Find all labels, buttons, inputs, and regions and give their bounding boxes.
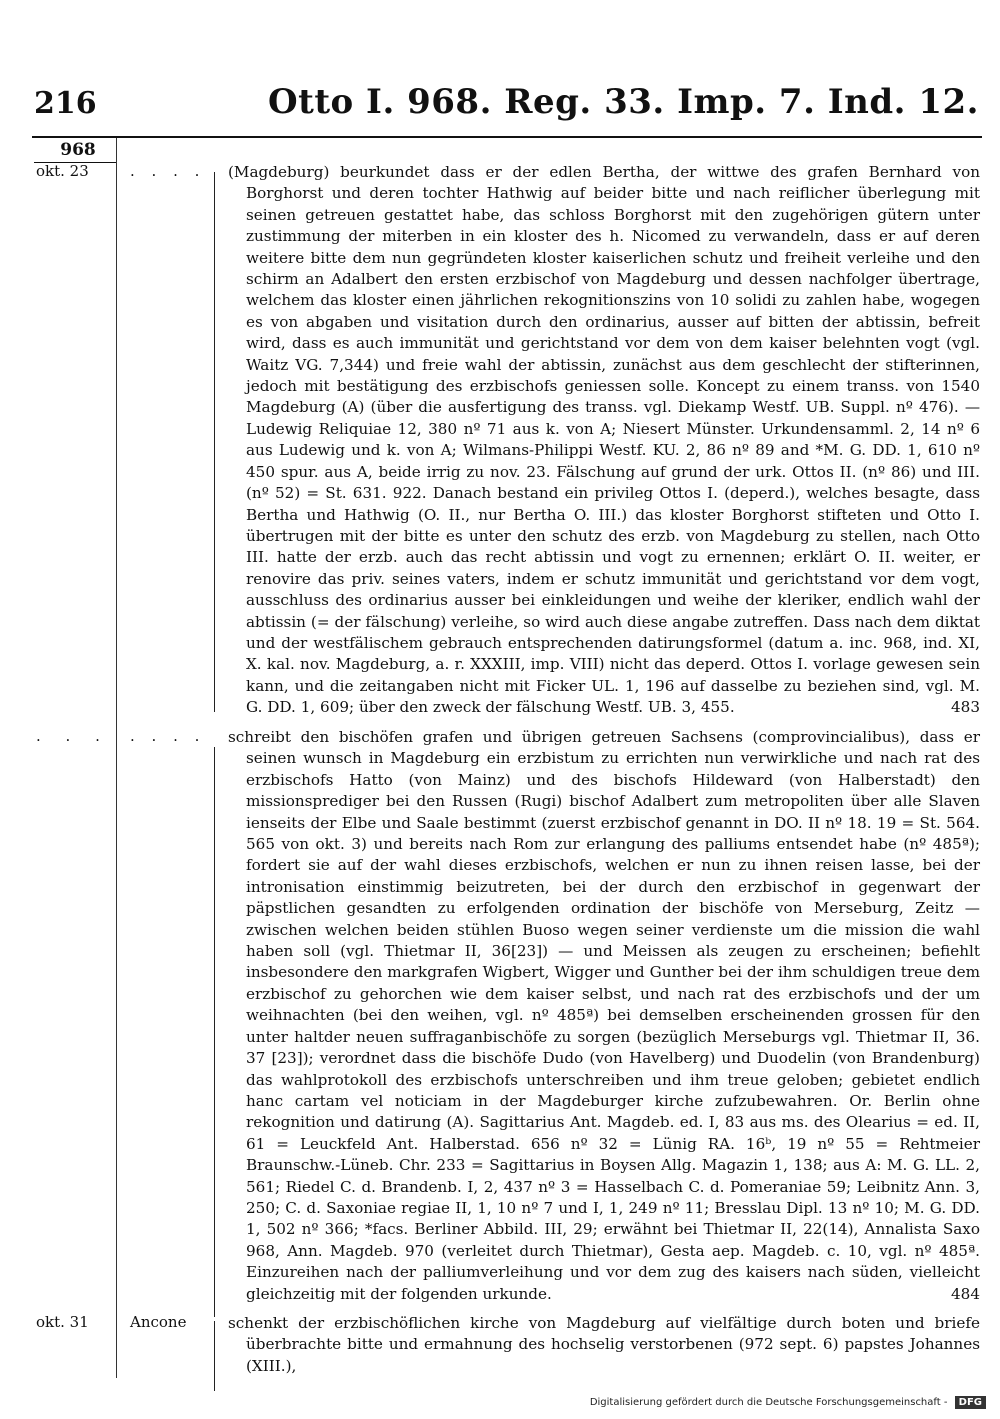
entry-date: okt. 31 bbox=[36, 1313, 89, 1331]
running-title: Otto I. 968. Reg. 33. Imp. 7. Ind. 12. bbox=[268, 82, 979, 122]
entry-text bbox=[228, 1313, 980, 1377]
margin-bar bbox=[214, 747, 215, 1317]
entry-body: (Magdeburg) beurkundet dass er der edlen Bertha, der wittwe des grafen Bernhard von Borghorst und deren tochter Hathwig auf beider bitte und nach reiflicher überlegung mit seinen getreuen gestattet habe, das schloss Borghorst mit den zugehörigen gütern unter zustimmung der miterben in ein kloster des h. Nicomed zu verwandeln, dass er auf deren weitere bitte dem nun gegründeten kloster kaiserlichen schutz und freiheit verleihe und den schirm an Adalbert den ersten erzbischof von Magdeburg und dessen nachfolger übertrage, welchem das kloster einen jährlichen rekognitionszins von 10 solidi zu zahlen habe, wogegen es von abgaben und visitation durch den ordinarius, ausser auf bitten der abtissin, befreit wird, dass es auch immunität und gerichtstand vor dem von dem kaiser belehnten vogt (vgl. Waitz VG. 7,344) und freie wahl der abtissin, zunächst aus dem geschlecht der stifterinnen, jedoch mit bestätigung des erzbischofs geniessen solle. Koncept zu einem transs. von 1540 Magdeburg (A) (über die ausfertigung des transs. vgl. Diekamp Westf. UB. Suppl. nº 476). — Ludewig Reliquiae 12, 380 nº 71 aus k. von A; Niesert Münster. Urkundensamml. 2, 14 nº 6 aus Ludewig und k. von A; Wilmans-Philippi Westf. KU. 2, 86 nº 89 and *M. G. DD. 1, 610 nº 450 spur. aus A, beide irrig zu nov. 23. Fälschung auf grund der urk. Ottos II. (nº 86) und III. (nº 52) = St. 631. 922. Danach bestand ein privileg Ottos I. (deperd.), welches besagte, dass Bertha und Hathwig (O. II., nur Bertha O. III.) das kloster Borghorst stifteten und Otto I. übertrugen mit der bitte es unter den schutz des erzb. von Magdeburg zu stellen, nach Otto III. hatte der erzb. auch das recht abtissin und vogt zu ernennen; erklärt O. II. weiter, er renovire das priv. seines vaters, indem er schutz immunität und gerichtstand vor dem vogt, ausschluss des ordinarius ausser bei einkleidungen und weihe der kleriker, endlich wahl der abtissin (= der fälschung) verleihe, so wird auch diese angabe zutreffen. Dass nach dem diktat und der westfälischem gebrauch entsprechenden datirungsformel (datum a. inc. 968, ind. XI, X. kal. nov. Magdeburg, a. r. XXXIII, imp. VIII) nicht das deperd. Ottos I. vorlage gewesen sein kann, und die zeitangaben nicht mit Ficker UL. 1, 196 auf dasselbe zu beziehen sind, vgl. M. G. DD. 1, 609; über den zweck der fälschung Westf. UB. 3, 455. bbox=[228, 163, 980, 717]
year-label: 968 bbox=[60, 140, 96, 160]
entry-text bbox=[228, 162, 980, 719]
header-rule bbox=[32, 136, 982, 138]
page-header bbox=[30, 82, 980, 132]
entry-number: 483 bbox=[951, 698, 980, 717]
entry-body: schenkt der erzbischöflichen kirche von Magdeburg auf vielfältige durch boten und briefe überbrachte bitte und ermahnung des hochselig verstorbenen (972 sept. 6) papstes Johannes (XIII.), bbox=[228, 1314, 980, 1375]
credit-text: Digitalisierung gefördert durch die Deutsche Forschungsgemeinschaft - bbox=[589, 1397, 948, 1408]
entry-body: schreibt den bischöfen grafen und übrigen getreuen Sachsens (comprovincialibus), dass er seinen wunsch in Magdeburg ein erzbistum zu errichten nun verwirkliche und nach rat des erzbischofs Hatto (von Mainz) und des bischofs Hildeward (von Halberstadt) den missionsprediger bei den Russen (Rugi) bischof Adalbert zum metropoliten über alle Slaven ienseits der Elbe und Saale bestimmt (zuerst erzbischof genannt in DO. II nº 18. 19 = St. 564. 565 von okt. 3) und bereits nach Rom zur erlangung des palliums entsendet habe (nº 485ª); fordert sie auf der wahl dieses erzbischofs, welchen er nun zu ihnen reisen lasse, bei der intronisation einstimmig beizutreten, bei der durch den erzbischof in gegenwart der päpstlichen gesandten zu erfolgenden ordination der bischöfe von Merseburg, Zeitz — zwischen welchen beiden stühlen Buoso wegen seiner verdienste um die mission die wahl haben soll (vgl. Thietmar II, 36[23]) — und Meissen als zeugen zu erscheinen; befiehlt insbesondere den markgrafen Wigbert, Wigger und Gunther bei der ihm schuldigen treue dem erzbischof zu gehorchen wie dem kaiser selbst, und nach rat des erzbischofs und der um weihnachten (bei den weihen, vgl. nº 485ª) bei demselben erscheinenden grossen für den unter haltder neuen suffraganbischöfe zu sorgen (bezüglich Merseburgs vgl. Thietmar II, 36. 37 [23]); verordnet dass die bischöfe Dudo (von Havelberg) und Duodelin (von Brandenburg) das wahlprotokoll des erzbischofs unterschreiben und ihm treue geloben; gebietet endlich hanc cartam vel noticiam in der Magdeburger kirche zufzubewahren. Or. Berlin ohne rekognition und datirung (A). Sagittarius Ant. Magdeb. ed. I, 83 aus ms. des Olearius = ed. II, 61 = Leuckfeld Ant. Halberstad. 656 nº 32 = Lünig RA. 16ᵇ, 19 nº 55 = Rehtmeier Braunschw.-Lüneb. Chr. 233 = Sagittarius in Boysen Allg. Magazin 1, 138; aus A: M. G. LL. 2, 561; Riedel C. d. Brandenb. I, 2, 437 nº 3 = Hasselbach C. d. Pomeraniae 59; Leibnitz Ann. 3, 250; C. d. Saxoniae regiae II, 1, 10 nº 7 und I, 1, 249 nº 11; Bresslau Dipl. 13 nº 10; M. G. DD. 1, 502 nº 366; *facs. Berliner Abbild. III, 29; erwähnt bei Thietmar II, 22(14), Annalista Saxo 968, Ann. Magdeb. 970 (verleitet durch Thietmar), Gesta aep. Magdeb. c. 10, vgl. nº 485ª. Einzureihen nach der palliumverleihung und vor dem zug des kaisers nach süden, vielleicht gleichzeitig mit der folgenden urkunde. bbox=[228, 728, 980, 1303]
digitization-credit bbox=[590, 1396, 986, 1409]
page-number: 216 bbox=[34, 86, 97, 121]
margin-bar bbox=[214, 172, 215, 712]
margin-bar bbox=[214, 1321, 215, 1391]
entry-text bbox=[228, 727, 980, 1305]
entry-place: Ancone bbox=[130, 1313, 187, 1331]
entry-number: 484 bbox=[951, 1284, 980, 1303]
entry-place: . . . . bbox=[130, 162, 206, 180]
entry-date: . . . bbox=[36, 727, 110, 745]
entry-date: okt. 23 bbox=[36, 162, 89, 180]
column-divider bbox=[116, 138, 117, 1378]
entry-place: . . . . bbox=[130, 727, 206, 745]
dfg-logo: DFG bbox=[955, 1396, 986, 1409]
